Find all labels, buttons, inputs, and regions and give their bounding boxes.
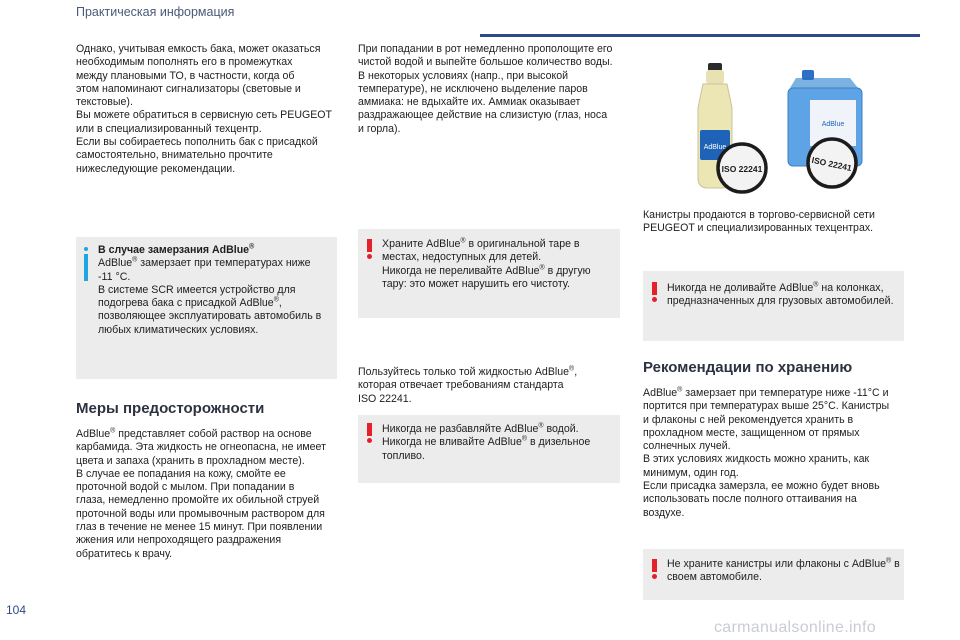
storage-heading: Рекомендации по хранению bbox=[643, 359, 853, 376]
text-line: использовать после полного оттаивания на bbox=[643, 493, 857, 506]
text-line: Никогда не переливайте AdBlue® в другую bbox=[382, 264, 591, 277]
text-line: Если вы собираетесь пополнить бак с присадкой bbox=[76, 136, 318, 149]
iso-label: ISO 22241 bbox=[721, 164, 763, 174]
text-line: этом напоминают сигнализаторы (световые и bbox=[76, 82, 301, 95]
text-line: AdBlue® представляет собой раствор на основе bbox=[76, 427, 312, 440]
precautions-paragraph bbox=[76, 428, 338, 561]
text-line: подогрева бака с присадкой AdBlue®, bbox=[98, 296, 282, 310]
iso-badge-bottle bbox=[718, 144, 766, 192]
text-line: воздухе. bbox=[643, 506, 685, 519]
text-line: местах, недоступных для детей. bbox=[382, 251, 542, 264]
text-line: и флаконы с ней рекомендуется хранить в bbox=[643, 413, 854, 426]
text-line: В некоторых условиях (напр., при высокой bbox=[358, 69, 569, 82]
intro-paragraph bbox=[76, 43, 338, 176]
text-line: которая отвечает требованиям стандарта bbox=[358, 379, 564, 392]
warning-icon bbox=[652, 282, 657, 302]
info-icon bbox=[84, 247, 88, 281]
text-line: Если присадка замерзла, ее можно будет вновь bbox=[643, 480, 880, 493]
text-line: Однако, учитывая емкость бака, может оказаться bbox=[76, 43, 321, 55]
text-line: PEUGEOT и специализированных техцентрах. bbox=[643, 222, 874, 235]
warning-icon bbox=[367, 239, 372, 259]
text-line: AdBlue® замерзает при температуре ниже -11°C и bbox=[643, 386, 889, 399]
ingestion-paragraph bbox=[358, 43, 620, 136]
text-line: Не храните канистры или флаконы с AdBlue® в bbox=[667, 557, 900, 570]
text-line: самостоятельно, внимательно прочтите bbox=[76, 149, 273, 162]
text-line: глаз в течение не менее 15 минут. При появлении bbox=[76, 521, 323, 534]
text-line: любых климатических условиях. bbox=[98, 323, 259, 336]
text-line: позволяющее эксплуатировать автомобиль в bbox=[98, 310, 322, 323]
text-line: прохладном месте, защищенном от прямых bbox=[643, 426, 860, 439]
warning-box-no-storage-in-car bbox=[643, 549, 904, 600]
watermark: carmanualsonline.info bbox=[714, 619, 876, 636]
bottle-label: AdBlue bbox=[703, 144, 727, 151]
text-line: Никогда не доливайте AdBlue® на колонках, bbox=[667, 281, 884, 294]
text-line: жжения или непроходящего раздражения bbox=[76, 534, 282, 547]
text-line: В этих условиях жидкость можно хранить, как bbox=[643, 453, 870, 466]
warning-icon bbox=[652, 559, 657, 579]
text-line: минимум, один год. bbox=[643, 466, 739, 479]
text-line: При попадании в рот немедленно прополощите его bbox=[358, 43, 613, 55]
info-box-freezing bbox=[76, 237, 337, 379]
precautions-heading: Меры предосторожности bbox=[76, 400, 265, 417]
warning-icon bbox=[367, 423, 372, 443]
text-line: проточной воды или промывочным раствором для bbox=[76, 507, 325, 520]
text-line: чистой водой и выпейте большое количество воды. bbox=[358, 56, 613, 69]
text-line: или в специализированный техцентр. bbox=[76, 122, 262, 135]
info-box-title: В случае замерзания AdBlue® bbox=[98, 243, 255, 256]
text-line: -11 °C. bbox=[98, 270, 131, 283]
warning-box-dilution bbox=[358, 415, 620, 483]
text-line: предназначенных для грузовых автомобилей. bbox=[667, 295, 894, 308]
text-line: тару: это может нарушить его чистоту. bbox=[382, 277, 570, 290]
text-line: карбамида. Эта жидкость не огнеопасна, не имеет bbox=[76, 441, 326, 454]
iso-badge-canister bbox=[808, 139, 856, 187]
text-line: и горла). bbox=[358, 122, 401, 135]
text-line: В системе SCR имеется устройство для bbox=[98, 283, 296, 296]
text-line: обратитесь к врачу. bbox=[76, 547, 173, 560]
text-line: проточной водой с мылом. При попадании в bbox=[76, 481, 295, 494]
page-header-title: Практическая информация bbox=[76, 5, 235, 19]
header-rule bbox=[480, 34, 920, 37]
text-line: глаза, немедленно промойте их обильной струей bbox=[76, 494, 320, 507]
text-line: нижеследующие рекомендации. bbox=[76, 162, 236, 175]
iso-label: ISO 22241 bbox=[810, 154, 853, 174]
text-line: аммиака: не вдыхайте их. Аммиак оказывает bbox=[358, 96, 581, 109]
text-line: текстовые). bbox=[76, 96, 133, 109]
text-line: между плановыми ТО, в частности, когда об bbox=[76, 69, 295, 82]
text-line: солнечных лучей. bbox=[643, 440, 731, 453]
text-line: своем автомобиле. bbox=[667, 571, 762, 584]
warning-box-storage bbox=[358, 229, 620, 318]
text-line: топливо. bbox=[382, 449, 425, 462]
text-line: Никогда не разбавляйте AdBlue® водой. bbox=[382, 422, 579, 435]
text-line: необходимым пополнять его в промежутках bbox=[76, 56, 293, 69]
text-line: ISO 22241. bbox=[358, 392, 412, 405]
text-line: раздражающее действие на слизистую (глаз, носа bbox=[358, 109, 608, 122]
page-number: 104 bbox=[6, 603, 27, 617]
canister-caption bbox=[643, 209, 905, 236]
warning-box-truck-pumps bbox=[643, 271, 904, 341]
text-line: Никогда не вливайте AdBlue® в дизельное bbox=[382, 435, 591, 449]
use-paragraph bbox=[358, 366, 620, 406]
text-line: Вы можете обратиться в сервисную сеть PEUGEOT bbox=[76, 109, 332, 122]
text-line: Пользуйтесь только той жидкостью AdBlue®, bbox=[358, 365, 578, 378]
text-line: Канистры продаются в торгово-сервисной сети bbox=[643, 209, 875, 221]
canister-label: AdBlue bbox=[821, 121, 845, 128]
text-line: Храните AdBlue® в оригинальной таре в bbox=[382, 237, 580, 250]
text-line: В случае ее попадания на кожу, смойте ее bbox=[76, 467, 286, 480]
text-line: AdBlue® замерзает при температурах ниже bbox=[98, 256, 311, 270]
text-line: портится при температурах выше 25°C. Канистры bbox=[643, 400, 890, 413]
storage-paragraph bbox=[643, 387, 905, 520]
text-line: цвета и запаха (хранить в прохладном месте). bbox=[76, 454, 305, 467]
text-line: температуре), не исключено выделение паров bbox=[358, 82, 588, 95]
adblue-product-illustration bbox=[660, 58, 900, 198]
